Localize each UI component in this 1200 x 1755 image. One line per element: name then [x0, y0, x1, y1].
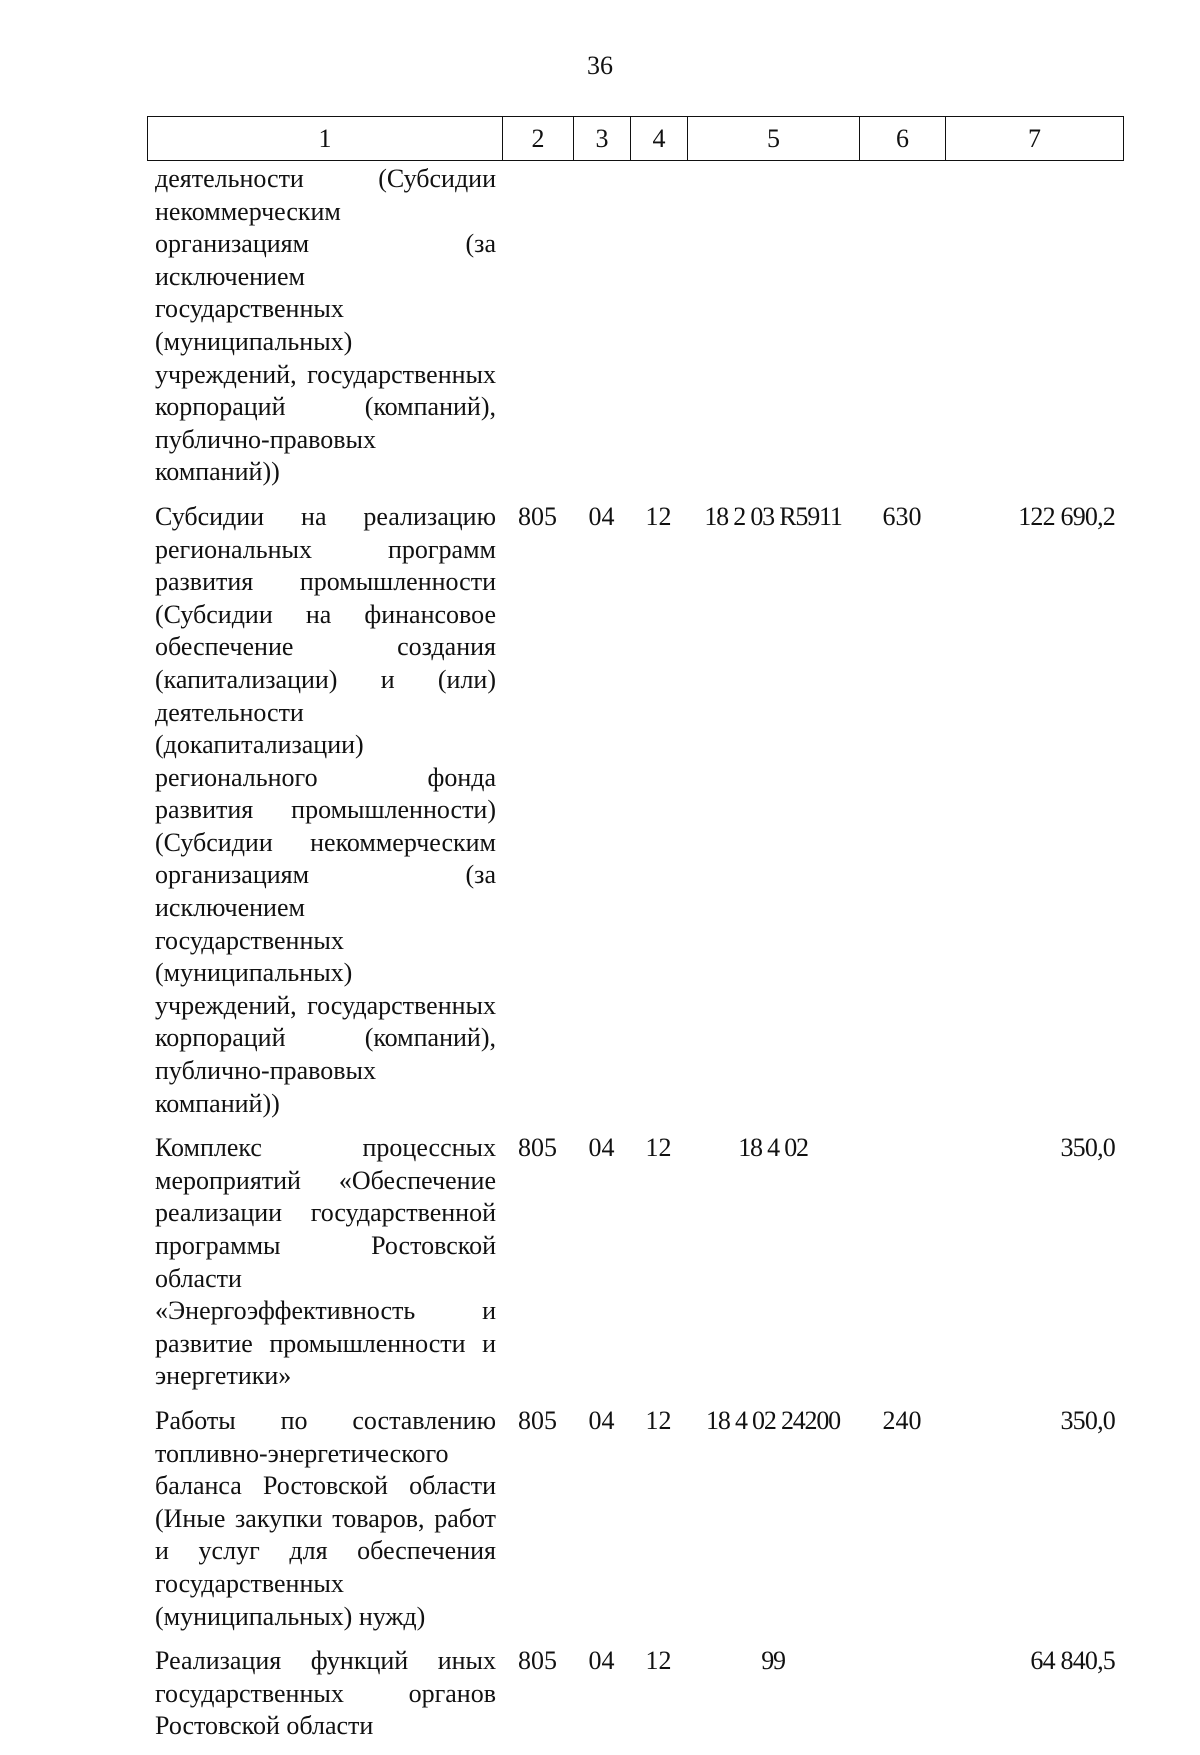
row-amount: 64 840,5: [1030, 1646, 1115, 1676]
row-expense-type: 240: [882, 1405, 922, 1435]
table-row: [147, 1132, 1123, 1405]
row-expense-type: [859, 1132, 945, 1405]
table-header: [147, 116, 1124, 161]
row-target-code: [687, 163, 859, 501]
row-name: Работы по составлению топливно-энергетического баланса Ростовской области (Иные закупки товаров, работ и услуг для обеспечения государственных (муниципальных) нужд): [155, 1405, 496, 1631]
table-row: [147, 501, 1123, 1132]
row-name: деятельности (Субсидии некоммерческим организациям (за исключением государственных (муниципальных) учреждений, государственных корпораций (компаний), публично-правовых компаний)): [155, 164, 496, 487]
row-expense-type: [859, 1645, 945, 1755]
row-ministry-code: 805: [518, 1133, 557, 1163]
row-section-code: [573, 163, 630, 501]
row-ministry-code: 805: [518, 1405, 557, 1435]
header-col-5: 5: [688, 117, 860, 161]
row-name: Реализация функций иных государственных органов Ростовской области: [155, 1646, 496, 1741]
row-ministry-code: 805: [518, 501, 557, 531]
row-section-code: 04: [588, 1133, 615, 1163]
row-subsection-code: 12: [645, 501, 672, 531]
row-name: Субсидии на реализацию региональных программ развития промышленности (Субсидии на финансовое обеспечение создания (капитализации) и (или) деятельности (докапитализации) регионального фонда развития промышленности) (Субсидии некоммерческим организациям (за исключением государственных (муниципальных) учреждений, государственных корпораций (компаний), публично-правовых компаний)): [155, 501, 496, 1118]
header-row: [148, 117, 1124, 161]
row-target-code: 18 2 03 R5911: [704, 501, 842, 531]
table-row: [147, 163, 1123, 501]
header-col-7: 7: [946, 117, 1124, 161]
page-number: 36: [587, 51, 613, 80]
row-subsection-code: [630, 163, 687, 501]
row-section-code: 04: [588, 1405, 615, 1435]
row-target-code: 99: [761, 1646, 785, 1676]
row-expense-type: 630: [882, 501, 922, 531]
row-ministry-code: 805: [518, 1646, 557, 1676]
header-col-1: 1: [148, 117, 503, 161]
table-body: [147, 163, 1123, 1755]
header-col-2: 2: [503, 117, 574, 161]
row-ministry-code: [502, 163, 573, 501]
header-col-3: 3: [574, 117, 631, 161]
row-amount: 350,0: [1060, 1133, 1115, 1163]
row-subsection-code: 12: [645, 1405, 672, 1435]
table-row: [147, 1405, 1123, 1645]
row-subsection-code: 12: [645, 1646, 672, 1676]
row-target-code: 18 4 02 24200: [706, 1405, 840, 1435]
row-amount: 350,0: [1060, 1405, 1115, 1435]
row-amount: [945, 163, 1123, 501]
row-name: Комплекс процессных мероприятий «Обеспечение реализации государственной программы Ростовской области «Энергоэффективность и развитие промышленности и энергетики»: [155, 1133, 496, 1391]
row-section-code: 04: [588, 501, 615, 531]
row-target-code: 18 4 02: [738, 1133, 808, 1163]
table-row: [147, 1645, 1123, 1755]
row-subsection-code: 12: [645, 1133, 672, 1163]
row-amount: 122 690,2: [1018, 501, 1115, 531]
row-expense-type: [859, 163, 945, 501]
row-section-code: 04: [588, 1646, 615, 1676]
header-col-6: 6: [860, 117, 946, 161]
header-col-4: 4: [631, 117, 688, 161]
